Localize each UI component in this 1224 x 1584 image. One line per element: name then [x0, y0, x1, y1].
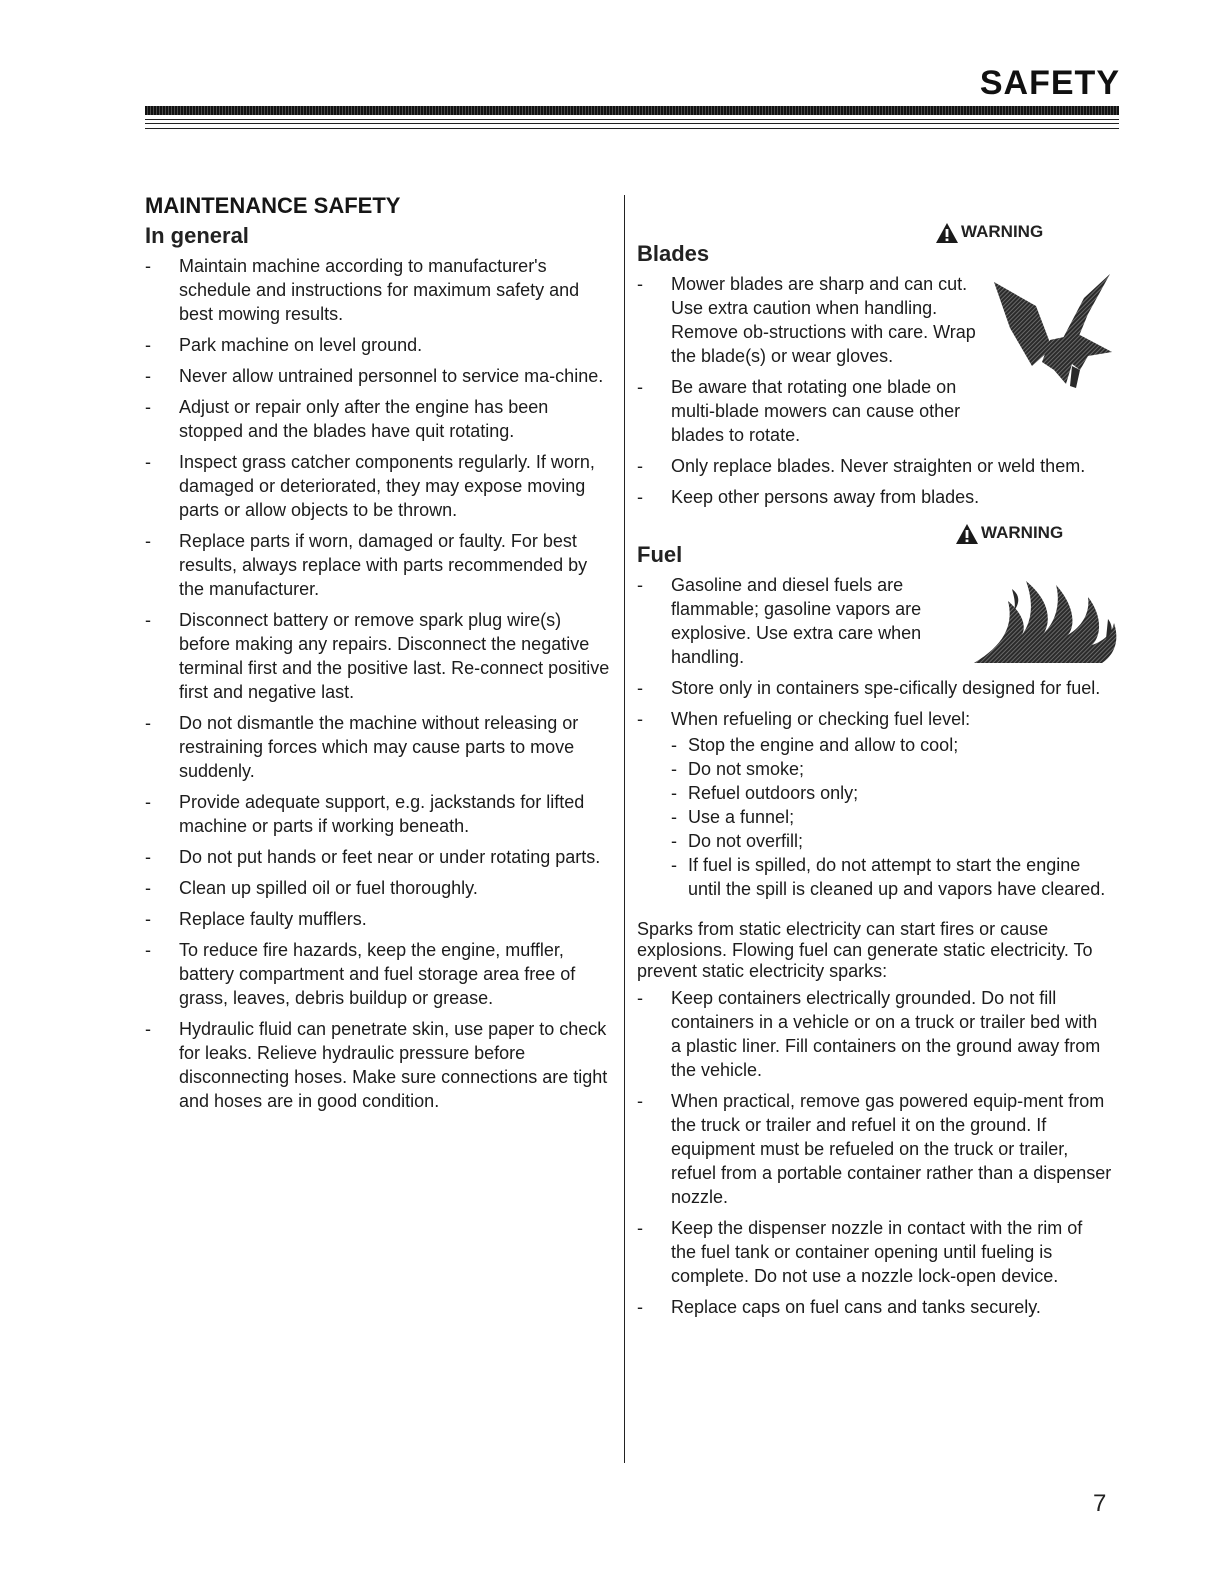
list-item: - Never allow untrained personnel to service ma-chine. — [145, 364, 612, 388]
list-item: - Do not overfill; — [671, 829, 1112, 853]
subsection-heading: In general — [145, 223, 249, 248]
refuel-steps — [671, 733, 1112, 901]
header-rule-thin — [145, 123, 1119, 124]
list-item — [637, 707, 1112, 901]
list-item: - Mower blades are sharp and can cut. Use extra caution when handling. Remove ob-structions with care. Wrap the blade(s) or wear gloves. — [637, 272, 1112, 368]
list-item: - Do not put hands or feet near or under rotating parts. — [145, 845, 612, 869]
list-item: - To reduce fire hazards, keep the engine, muffler, battery compartment and fuel storage area free of grass, leaves, debris buildup or grease. — [145, 938, 612, 1010]
column-divider — [624, 195, 625, 1463]
section-heading: MAINTENANCE SAFETY — [145, 193, 401, 218]
list-item: - Stop the engine and allow to cool; — [671, 733, 1112, 757]
list-item: - Maintain machine according to manufacturer's schedule and instructions for maximum safety and best mowing results. — [145, 254, 612, 326]
list-item: - Clean up spilled oil or fuel thoroughly. — [145, 876, 612, 900]
fuel-heading: Fuel — [637, 542, 683, 567]
fuel-warning-row — [637, 521, 1112, 543]
blades-list — [637, 272, 1112, 509]
list-item: - Keep the dispenser nozzle in contact with the rim of the fuel tank or container opening until fueling is complete. Do not use a nozzle lock-open device. — [637, 1216, 1112, 1288]
page-number: 7 — [1093, 1490, 1107, 1517]
fuel-list — [637, 573, 1112, 901]
list-item: - Gasoline and diesel fuels are flammable; gasoline vapors are explosive. Use extra care when handling. — [637, 573, 1112, 669]
header-rule-thin — [145, 128, 1119, 129]
page-title: SAFETY — [979, 64, 1120, 102]
list-item: - Adjust or repair only after the engine has been stopped and the blades have quit rotating. — [145, 395, 612, 443]
list-item: - Store only in containers spe-cifically designed for fuel. — [637, 676, 1112, 700]
list-item: - Inspect grass catcher components regularly. If worn, damaged or deteriorated, they may expose moving parts or allow objects to be thrown. — [145, 450, 612, 522]
blades-warning-row — [637, 220, 1112, 242]
list-item: - Park machine on level ground. — [145, 333, 612, 357]
static-electricity-paragraph: Sparks from static electricity can start fires or cause explosions. Flowing fuel can generate static electricity. To prevent static electricity sparks: — [637, 919, 1093, 981]
list-item: - Replace faulty mufflers. — [145, 907, 612, 931]
list-item: - When practical, remove gas powered equip-ment from the truck or trailer and refuel it on the ground. If equipment must be refueled on the truck or trailer, refuel from a portable container rather than a dispenser nozzle. — [637, 1089, 1112, 1209]
list-item: - Use a funnel; — [671, 805, 1112, 829]
static-list — [637, 986, 1112, 1319]
header-rule — [145, 106, 1119, 115]
list-item: - Do not smoke; — [671, 757, 1112, 781]
list-item: - Keep containers electrically grounded. Do not fill containers in a vehicle or on a truck or trailer bed with a plastic liner. Fill containers on the ground away from the vehicle. — [637, 986, 1112, 1082]
list-item-text: When refueling or checking fuel level: — [671, 709, 971, 729]
hazards-column — [637, 192, 1112, 1326]
blades-warning-label: WARNING — [935, 220, 1043, 244]
warning-triangle-icon — [955, 523, 979, 545]
list-item: - Disconnect battery or remove spark plug wire(s) before making any repairs. Disconnect the negative terminal first and the positive last. Re-connect positive first and negative last. — [145, 608, 612, 704]
list-item: - Keep other persons away from blades. — [637, 485, 1112, 509]
list-item: - Be aware that rotating one blade on multi-blade mowers can cause other blades to rotate. — [637, 375, 1112, 447]
list-item: - Replace parts if worn, damaged or faulty. For best results, always replace with parts recommended by the manufacturer. — [145, 529, 612, 601]
list-item: - Replace caps on fuel cans and tanks securely. — [637, 1295, 1112, 1319]
list-item: - Only replace blades. Never straighten or weld them. — [637, 454, 1112, 478]
list-item: - Refuel outdoors only; — [671, 781, 1112, 805]
general-list — [145, 254, 612, 1113]
maintenance-column — [145, 192, 612, 1120]
blades-heading: Blades — [637, 241, 710, 266]
list-item: - Hydraulic fluid can penetrate skin, use paper to check for leaks. Relieve hydraulic pressure before disconnecting hoses. Make sure connections are tight and hoses are in good condition. — [145, 1017, 612, 1113]
header-rule-thin — [145, 119, 1119, 120]
list-item: - Do not dismantle the machine without releasing or restraining forces which may cause parts to move suddenly. — [145, 711, 612, 783]
list-item: - If fuel is spilled, do not attempt to start the engine until the spill is cleaned up and vapors have cleared. — [671, 853, 1112, 901]
warning-triangle-icon — [935, 222, 959, 244]
fuel-warning-label: WARNING — [955, 521, 1063, 545]
list-item: - Provide adequate support, e.g. jackstands for lifted machine or parts if working beneath. — [145, 790, 612, 838]
